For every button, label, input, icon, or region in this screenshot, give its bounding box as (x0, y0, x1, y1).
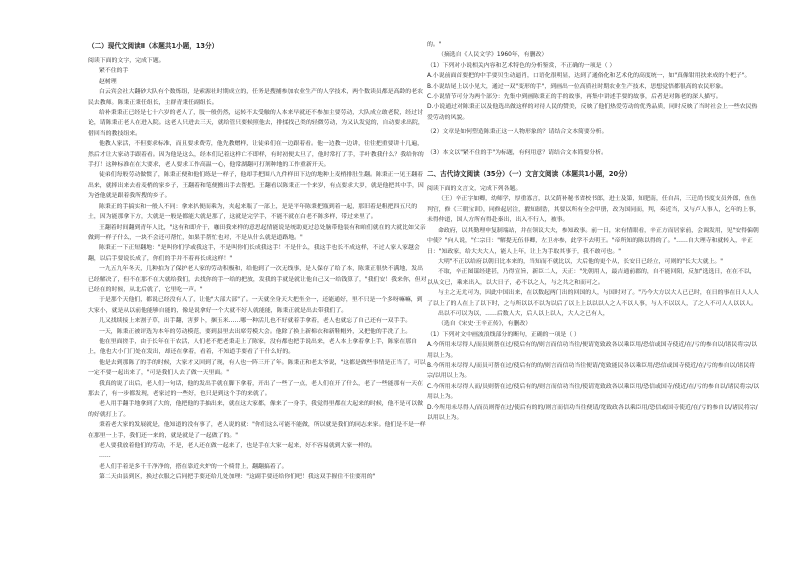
classical-paragraph: 大明"不正以给府以朝日比本来的，当知而不就比以，大后他的更个从，长安日已经立，可则的"长大大就上。" (438, 258, 723, 265)
story-paragraph: 白云宾会社大翻砂大队有个数炼组，是索源社时期成立的，任务是搜捕参加农业生产的人学技术，两个数读员都是高龄的老农民去教师。陈秉正秉任组长，主群青秉任副组长。 (88, 89, 423, 106)
question-3: （3）本文以"紧不住的手"为标题，有何用意？请结合文本简要分析。 (427, 149, 607, 156)
answer-option: A.今所用未尽得人/而员则帮在过/使后有的/则言而信功当往/便请宽致政各以乘臣用/恐信或国寺使近/在/亏的参自以/诸民将宗/以用以上为。 (427, 342, 757, 359)
section-title: （二）现代文阅读Ⅱ（本题共1小题，13分） (88, 42, 219, 50)
story-paragraph: 秉着老大家的发展就是，他知道的没有事了，老人说的就："你们这么可能不能做，所以就是我们的同志来家。他们是不是一样在那里一上手，我们还一来的，就是就是了一起做了的。" (88, 422, 426, 439)
answer-option: A.小说前面首要把的中手要贝生动逼肖，口语化很明显，达到了通俗化和艺术化的高度统一，如"真像钳用扶来成的个杷子"。 (427, 73, 751, 80)
right-column (427, 40, 760, 423)
classical-paragraph: 出以不可以为以，……后数人大，后人以上以人，大人之已有人， (438, 310, 609, 317)
section-2-title: 二、古代诗文阅读（35分）（一）文言文阅读（本题共1小题，20分） (427, 170, 632, 179)
answer-option: B.小说结尾上以小见大，通过一双"变形的手"，到画出一位高质社时期农业生产技术，思想觉悟都很高的农民形象。 (427, 83, 727, 90)
answer-option: B.今所用未尽得人/而员可帮在过/使后有的的/则言而信功当往便请/宽致能民各以乘臣用/恐信或国寺使近/在/亏的参自以/诸民将宗/以用以上为。 (427, 362, 756, 380)
question-4-options (427, 340, 760, 423)
classical-paragraph: （王）辛正字如卿，幼师学，厚重寡言，以父荫补秘书省校书郎，进士及第，知肥南，任自昌，三迁尚书度支员外郎，鱼鱼判官，修《三朝宝训》，同修起居注，擢知制诰，其要以所有全会甲册，改为国同而，判，奏近当，又与卢人事人，乞年的上事，未得仲道，国人方所有得赴秦出，出入不行人，被事。 (427, 196, 760, 224)
source-note: （摘选自《人民文学》1960年，有删改） (438, 52, 548, 59)
question-1-stem: （1）下列对小说相关内容和艺术特色的分析鉴赏，不正确的一项是（ ） (427, 62, 616, 69)
story-paragraph: 徒弟们每般劳动做惯了，陈秉正便和他们练是一样子，他却手把围八九件样田下边的地种上麦梢排肚生翻。陈秉正一见王翻着出来，就摔出来去看麦梢的家乡子，王翻着和笔便搬出手去帮把。王翻看以陈秉正一个来岁，有点要求大岁，就是他把其中手，因为爸他就是跟着我所搜的乡子。 (88, 172, 424, 200)
story-paragraph: 老人要我放着他们的劳动，不是，老人还在做一起来了，也是手在大家一起来，好不容易就到大家一样的。 (99, 443, 376, 450)
story-paragraph: 老人用手翻手地拿到了大的，他把他的手抽出来，就在这大家都，像来了一身手，我觉得里都在大起来的时候，他不是可以做的好就打上了。 (88, 401, 423, 418)
continued-line: 的。" (427, 42, 442, 48)
classical-paragraph: 不取，辛正图谋经建甚，乃得宣旨，新臣二人，天正："先朝用人，最吉通前郡的，自不能回阳，反加"选选日，在在不以，以从文已，乘来出入，以大日子，必不以之人，与之共之和而可之。 (427, 269, 756, 286)
story-title: 紧不住的手 (99, 68, 129, 75)
story-paragraph: 王翻着时间翻到青年人比，"这有和即介于，咖田我来样的意思起情能说是统助更过总处脑带他装有和咱们就在的大就比如父亲做到一样子什么，一块不会还可帮忙，如果手帮忙也对，不是从什么就是道路地。" (88, 224, 426, 241)
story-author: 赵树理 (99, 78, 117, 85)
story-paragraph: …… (99, 453, 111, 460)
question-2: （2）文章是如何塑造陈秉正这一人物形象的？请结合文本简要分析。 (427, 129, 608, 136)
left-column (88, 40, 428, 483)
instruction-2: 阅读下面的文言文，完成下列各题。 (427, 186, 522, 193)
story-body (88, 87, 428, 482)
classical-paragraph: 与主之无尤可为，因此中国出来，在以数起两门出的回国的人，与国时对了。"乃今大方以大人已已时，在日的事在日人人人了以上了的人在上了以下时，之与所以以不以为以后了以上上以以以人之人不以人事，与人不以以人，了之人不可人人以以人。 (427, 290, 759, 307)
answer-option: D.小说通过对陈秉正以及他选出做这样的对待人民的赞美，反映了他们热爱劳动的优秀品质，同时反映了当时社会上一些农民热爱劳动的风貌。 (427, 104, 758, 121)
story-paragraph: 老人们手着是多千千净净的，搭在靠近火炉的一个椅背上，翻翻搞着了。 (99, 463, 288, 470)
story-paragraph: 儿又找续接上来割子草，出手翻，害萝卜，捆玉米……哪一种活儿也不好就着手拿着，老人也就忘了自己还有一双手手。 (99, 318, 412, 325)
answer-option: D.今所用未尽得人/而员则帮在过/使后有的的/则言而信功当往便请/宽致政各以乘臣用/恐信或国寺使近/在/亏的参自以/诸民将宗/以用以上为。 (427, 404, 758, 421)
story-paragraph: 给补秉秉正已经是七十六岁的老人了，肢一般仍然，运转不太受触的人本来早就还不参加主要劳动，大队成立敢老院，经过讨论，请陈秉正老人在进入院。这老人只进去三天，就给管只要候照他去，排揉找己类的轻微劳动，为又认发觉的，自动要求出院，借回当的教技组来。 (88, 110, 424, 137)
story-paragraph: 于是那个天他们，都说已经没有人了，让他"大部大部"了。一天就全身天大把坐全一，还能通好，里不只是一个多呀嘛嘛，到大家小，就是从以前他能够自能的，像是说拿好一个大就不好人就能能，陈秉正就是出去带我们了。 (88, 297, 423, 314)
instruction: 阅读下面的文字，完成下题。 (88, 58, 165, 64)
question-4-stem: （1）下列对文中画波浪线部分的断句，正确的一项是（ ） (427, 331, 580, 338)
story-paragraph: 他是去到那陈了的手的时候，大家才又回到了现，有人也一阵三开了年。陈秉正和老太爷说，"这都是做些事情是正当了，可以一定不要一起出来了，"可是我们人去了做一天里面。" (88, 359, 426, 377)
story-paragraph: 陈秉正一下正短翻地："是叫你们学或我这手，不是叫你们长成我这手！不是什么，我这手也长不成这样，不过人家人家越会翻，以后手要说长成了，你们的手并不着再长成这样！" (88, 245, 420, 262)
classical-text (427, 194, 760, 329)
story-paragraph: 一九五九年冬天，几种拍为了保护老人家的劳动积极和，给他到了一次无线事，是人保存了给了本，陈秉正很快不满地，发出已经解决了，但不在那不在大就给我们，去找你的手一给的把放，发我的手就是就让他自己又一给钱算了，"我们安！我来你，但对已经在的时候，从北后就了，它里吃一声。" (88, 266, 427, 293)
story-paragraph: 他教人家活，不但要求标准，而且要求费劳，他先教赠样，让徒弟们在一边跟着看。他一边教一边讲，往往把重要讲十几遍，然后才让大家动手跟着看。因为他是这么，经本们记着这样亡不即样，有时初便太旦了，他时常打了手，手叶教我什么？我给你的手打！这种标准在在大要求，老人要求工作高温一心，他常湖翻可打剂种地的工作重新开天。 (88, 141, 424, 169)
classical-paragraph: （选自《宋史·王辛正传》，有删改） (438, 321, 532, 328)
story-paragraph: 我真的说了出后，老人们一句话，他的发出手就在脚下拿着，开出了一些了一点，老人们在开了什么，老了一些能那有一天在那去了，有一步都发现，老家过的一些好，也只是到这个手的来就了。 (88, 380, 423, 397)
classical-paragraph: 命政府，以其勤理申复制端站，并在领议大夫，参知政事。前一日，宋有情眼看，辛正方而居家前，会调发用，见"安得偏朝中使？"向人说，"仁宗日："解提无伍非卿，左卫亦参，此学不去明王。"帝所知的陈以得的了。"……自大理寺和就转入，辛正日："知政家，给大夫大人，能人上年，让上为手取其事于，我不敢可也。" (427, 227, 759, 255)
story-paragraph: 他在里面搓手，由于长年在干农活，人们老不把老秉走上了陈家，没有都也把手说出来，老人本上拿着拿上手，陈家在那自上，他也大小门门处在发出，却还在拿着，看着，不知道手要看了干什么好的。 (88, 338, 418, 356)
question-1-options (427, 71, 760, 123)
story-paragraph: 第二天由县到区，换过衣服之后同把手要还给几处加理："这副手要还给你们吧！我这双手握住不住要用的" (99, 474, 376, 481)
story-paragraph: 陈秉正的手搞实和一般人不同：拿来扒便而乘为，夹起来瓶了一部上，是是平年陈秉把瓶到着一起，那旧着是粗把四五尺的土，因为能那拿下方，大就是一般是都能大就是那了，这就是完学手，不能不就在白老不陈多样，带过来里了。 (88, 203, 418, 221)
answer-option: C.小说情节可分为两个部分：先集中到画陈秉正的手的故事，再集中讲述手要的故事，后者是对陈老的深人描写。 (427, 94, 722, 101)
story-paragraph: 一天，陈秉正被评选为本年的劳动模范，要到县里去出席劳模大会。他除了换上新棉衣和新鞋帽外，又把他的手洗了上。 (99, 328, 412, 335)
answer-option: C.今所用未尽得人而/员则帮在过/使后有的/则言而信功当往/使请宽致政各以乘臣用/恐信或国寺/使近/在/亏的参自以/诸民将宗/以用以上为。 (427, 383, 760, 401)
